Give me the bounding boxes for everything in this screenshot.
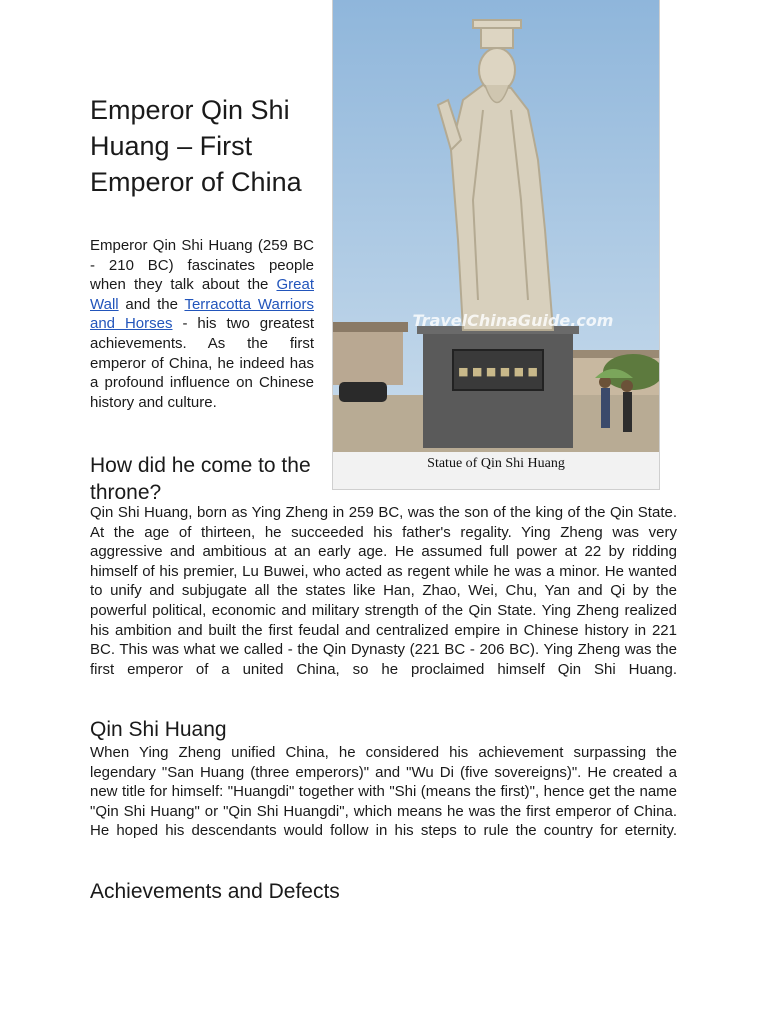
article-title: Emperor Qin Shi Huang – First Emperor of China	[90, 95, 302, 197]
svg-text:■ ■ ■ ■ ■ ■: ■ ■ ■ ■ ■ ■	[458, 365, 538, 378]
intro-paragraph	[90, 236, 314, 412]
statue-photo	[333, 0, 659, 452]
car	[339, 382, 387, 402]
photo-watermark: TravelChinaGuide.com	[412, 311, 614, 330]
heading-throne: How did he come to the throne?	[90, 454, 311, 504]
figure-caption: Statue of Qin Shi Huang	[427, 456, 565, 471]
heading-achievements: Achievements and Defects	[90, 880, 340, 903]
visitor	[601, 388, 610, 428]
throne-paragraph: Qin Shi Huang, born as Ying Zheng in 259 BC, was the son of the king of the Qin State. At the age of thirteen, he succeeded his father's regality. Ying Zheng was very aggressive and ambitious at an early age. He assumed full power at 22 by ridding himself of his premier, Lu Buwei, who acted as regent while he was a minor. He wanted to unify and subjugate all the states like Han, Zhao, Wei, Chu, Yan and Qi by the powerful political, economic and military strength of the Qin State. Ying Zheng realized his ambition and built the first feudal and centralized empire in Chinese history in 221 BC. This was what we called - the Qin Dynasty (221 BC - 206 BC). Ying Zheng was the first emperor of a united China, so he proclaimed himself Qin Shi Huang.	[90, 504, 677, 678]
statue-figure	[332, 0, 660, 490]
great-wall-link[interactable]: Great Wall	[90, 276, 314, 313]
heading-qin-shi-huang: Qin Shi Huang	[90, 718, 227, 741]
qin-paragraph: When Ying Zheng unified China, he considered his achievement surpassing the legendary "San Huang (three emperors)" and "Wu Di (five sovereigns)". He created a new title for himself: "Huangdi" together with "Shi (means the first)", hence get the name "Qin Shi Huang" or "Qin Shi Huangdi", which means he was the first emperor of China. He hoped his descendants would follow in his steps to rule the country for eternity.	[90, 744, 677, 840]
intro-text-middle: and the	[118, 295, 185, 313]
intro-text-after: - his two greatest achievements. As the first emperor of China, he indeed has a profound influence on Chinese history and culture.	[90, 315, 314, 411]
terracotta-warriors-link[interactable]: Terracotta Warriors and Horses	[90, 295, 314, 333]
building-left	[333, 330, 403, 385]
intro-text-before: Emperor Qin Shi Huang (259 BC - 210 BC) fascinates people when they talk about the	[90, 237, 314, 294]
